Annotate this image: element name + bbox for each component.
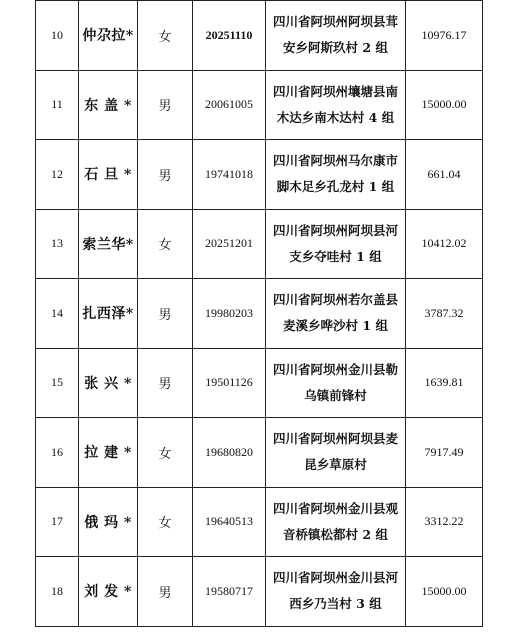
amount-cell: 3787.32 — [406, 279, 483, 349]
sex-cell: 女 — [138, 418, 193, 488]
amount-cell: 7917.49 — [406, 418, 483, 488]
table-row — [36, 279, 483, 349]
sex-cell: 女 — [138, 487, 193, 557]
sex-cell: 男 — [138, 140, 193, 210]
table-row — [36, 140, 483, 210]
date-cell: 20061005 — [193, 70, 266, 140]
address-cell: 四川省阿坝州金川县观音桥镇松都村 2 组 — [266, 487, 406, 557]
sex-cell: 女 — [138, 209, 193, 279]
name-cell: 仲尕拉* — [79, 1, 138, 71]
row-number-cell: 17 — [36, 487, 79, 557]
amount-cell: 661.04 — [406, 140, 483, 210]
row-number-cell: 16 — [36, 418, 79, 488]
name-cell: 拉 建 * — [79, 418, 138, 488]
date-cell: 19501126 — [193, 348, 266, 418]
sex-cell: 男 — [138, 557, 193, 627]
amount-cell: 10976.17 — [406, 1, 483, 71]
name-cell: 索兰华* — [79, 209, 138, 279]
date-cell: 19680820 — [193, 418, 266, 488]
table-row — [36, 1, 483, 71]
amount-cell: 1639.81 — [406, 348, 483, 418]
sex-cell: 男 — [138, 348, 193, 418]
name-cell: 扎西泽* — [79, 279, 138, 349]
address-cell: 四川省阿坝州若尔盖县麦溪乡哗沙村 1 组 — [266, 279, 406, 349]
address-cell: 四川省阿坝州阿坝县麦昆乡草原村 — [266, 418, 406, 488]
row-number-cell: 10 — [36, 1, 79, 71]
table-row — [36, 487, 483, 557]
row-number-cell: 18 — [36, 557, 79, 627]
amount-cell: 15000.00 — [406, 557, 483, 627]
table-row — [36, 348, 483, 418]
address-cell: 四川省阿坝州壤塘县南木达乡南木达村 4 组 — [266, 70, 406, 140]
name-cell: 刘 发 * — [79, 557, 138, 627]
address-cell: 四川省阿坝州阿坝县茸安乡阿斯玖村 2 组 — [266, 1, 406, 71]
sex-cell: 男 — [138, 279, 193, 349]
amount-cell: 15000.00 — [406, 70, 483, 140]
address-cell: 四川省阿坝州金川县河西乡乃当村 3 组 — [266, 557, 406, 627]
row-number-cell: 13 — [36, 209, 79, 279]
table-row — [36, 418, 483, 488]
table-row — [36, 209, 483, 279]
name-cell: 石 旦 * — [79, 140, 138, 210]
records-table — [35, 0, 483, 627]
row-number-cell: 15 — [36, 348, 79, 418]
address-cell: 四川省阿坝州马尔康市脚木足乡孔龙村 1 组 — [266, 140, 406, 210]
amount-cell: 10412.02 — [406, 209, 483, 279]
sex-cell: 女 — [138, 1, 193, 71]
name-cell: 东 盖 * — [79, 70, 138, 140]
address-cell: 四川省阿坝州金川县勒乌镇前锋村 — [266, 348, 406, 418]
address-cell: 四川省阿坝州阿坝县河支乡夺哇村 1 组 — [266, 209, 406, 279]
table-row — [36, 557, 483, 627]
date-cell: 19741018 — [193, 140, 266, 210]
date-cell: 19580717 — [193, 557, 266, 627]
name-cell: 俄 玛 * — [79, 487, 138, 557]
amount-cell: 3312.22 — [406, 487, 483, 557]
date-cell: 20251201 — [193, 209, 266, 279]
date-cell: 20251110 — [193, 1, 266, 71]
row-number-cell: 11 — [36, 70, 79, 140]
document-page — [35, 0, 482, 627]
row-number-cell: 12 — [36, 140, 79, 210]
row-number-cell: 14 — [36, 279, 79, 349]
sex-cell: 男 — [138, 70, 193, 140]
date-cell: 19640513 — [193, 487, 266, 557]
table-row — [36, 70, 483, 140]
name-cell: 张 兴 * — [79, 348, 138, 418]
table-body — [36, 1, 483, 627]
date-cell: 19980203 — [193, 279, 266, 349]
